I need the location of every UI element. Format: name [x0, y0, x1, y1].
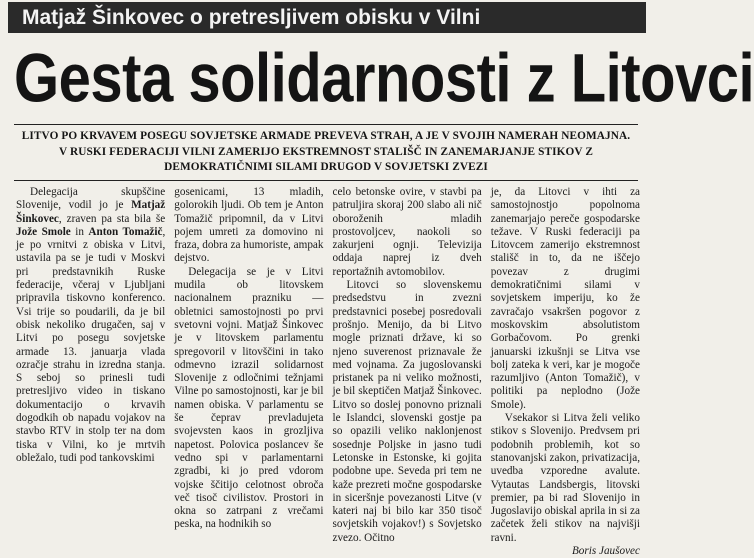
- paragraph: celo betonske ovire, v stavbi pa patruljira skoraj 200 slabo ali nič oboroženih mladih prostovoljcev, naokoli so zakurjeni ognji. Televizija oddaja naprej iz dveh reportažnih avtomobilov.: [332, 186, 482, 278]
- column-3: [332, 186, 482, 544]
- paragraph: gosenicami, 13 mladih, golorokih ljudi. Ob tem je Anton Tomažič pripomnil, da v Litvi pojem umreti za domovino ni fraza, dobra za humoriste, ampak dejstvo.: [174, 186, 324, 265]
- lead-paragraph: LITVO PO KRVAVEM POSEGU SOVJETSKE ARMADE PREVEVA STRAH, A JE V SVOJIH NAMERAH NEOMAJNA. V RUSKI FEDERACIJI VILNI ZAMERIJO EKSTREMNOST STALIŠČ IN ZANEMARJANJE STIKOV Z DEMOKRATIČNIMI SILAMI DRUGOD V SOVJETSKI ZVEZI: [21, 130, 631, 174]
- text-run: Delegacija skupščine Slovenije, vodil jo je: [16, 186, 166, 212]
- paragraph: Vsekakor si Litva želi veliko stikov s Slovenijo. Predvsem pri podobnih problemih, kot so stanovanjski zakon, privatizacija, uvedba vzporedne avalute. Vytautas Landsbergis, litovski premier, pa bi rad Slovenijo in Jugoslavijo obiskal aprila in si za začetek želi stikov na najvišji ravni.: [490, 412, 640, 544]
- column-1: [16, 186, 165, 466]
- paragraph: Delegacija se je v Litvi mudila ob litovskem nacionalnem prazniku — obletnici samostojnosti po prvi svetovni vojni. Matjaž Šinkovec je v litovskem parlamentu spregovoril v litovščini in tako odmevno izrazil solidarnost Slovenije z odločnimi težnjami Vilne po samostojnosti, kar je bil namen obiska. V parlamentu se še čeprav prevladujeta svojevsten kaos in grozljiva napetost. Polovica poslancev še vedno spi v parlamentarni zgradbi, ki jo pred vdorom vojske ščitijo celotnost obroča več tisoč civilistov. Prostori in okna so zatrpani z vrečami peska, na hodnikih so: [174, 265, 324, 531]
- paragraph: Litovci so slovenskemu predsedstvu in zvezni predstavnici posebej posredovali prošnjo. Menijo, da bi Litvo mogle priznati države, ki so njeno suverenost priznavale že med vojnama. Za jugoslovanski pristanek pa ni veliko možnosti, je bil skeptičen Matjaž Šinkovec. Litvo so doslej ponovno priznali le Islandci, slovenski gostje pa so opazili veliko naklonjenost sosednje Poljske in jasno tudi Letonske in Estonske, ki gojita podobne upe. Seveda pri tem ne kaže prezreti močne gospodarske in siceršnje povezanosti Litve (v kateri naj bi bilo kar 350 tisoč sovjetskih vojakov!) s Sovjetsko zvezo. Očitno: [332, 279, 482, 544]
- article-body: [16, 186, 640, 558]
- person-name: Matjaž Šinkovec: [16, 199, 166, 225]
- text-run: in: [70, 225, 89, 238]
- top-rule: [14, 124, 638, 125]
- person-name: Anton Tomažič: [88, 225, 163, 238]
- column-2: [174, 186, 324, 531]
- text-run: , je po vrnitvi z obiska v Litvi, ustavila pa se je tudi v Moskvi pri predstavnikih Ruske federacije, včeraj v Ljubljani pripravila tiskovno konferenco. Vsi trije so poudarili, da je bil obisk nekoliko drugačen, saj v Litvi po posegu sovjetske armade 13. januarja vlada ozračje strahu in izredna stanja. S seboj so prinesli tudi pretresljivo video in tiskano dokumentacijo o krvavih dogodkih ob napadu vojakov na stavbo RTV in stolp ter na dom tiska v Vilni, ko je mrtvih obležalo, tudi pod tankovskimi: [16, 225, 166, 464]
- text-run: , zraven pa sta bila še: [58, 212, 166, 225]
- bottom-rule: [14, 180, 638, 181]
- paragraph: [16, 186, 165, 465]
- column-4: [490, 186, 640, 558]
- headline: Gesta solidarnosti z Litovci: [14, 40, 754, 117]
- person-name: Jože Smole: [16, 225, 71, 238]
- kicker-text: Matjaž Šinkovec o pretresljivem obisku v Vilni: [22, 6, 481, 29]
- paragraph: je, da Litovci v ihti za samostojnostjo popolnoma zanemarjajo pereče gospodarske težave. V Ruski federaciji pa Litovcem zamerijo ekstremnost stališč in to, da ne iščejo povezav z drugimi demokratičnimi silami v sovjetskem imperiju, ko že zavračajo vsakršen pogovor z moskovskim absolutistom Gorbačovom. Po grenki januarski izkušnji se Litva vse bolj zateka k veri, kar je mogoče razumljivo (Anton Tomažič), v politiki pa neplodno (Jože Smole).: [490, 186, 640, 411]
- byline: Boris Jaušovec: [571, 545, 640, 558]
